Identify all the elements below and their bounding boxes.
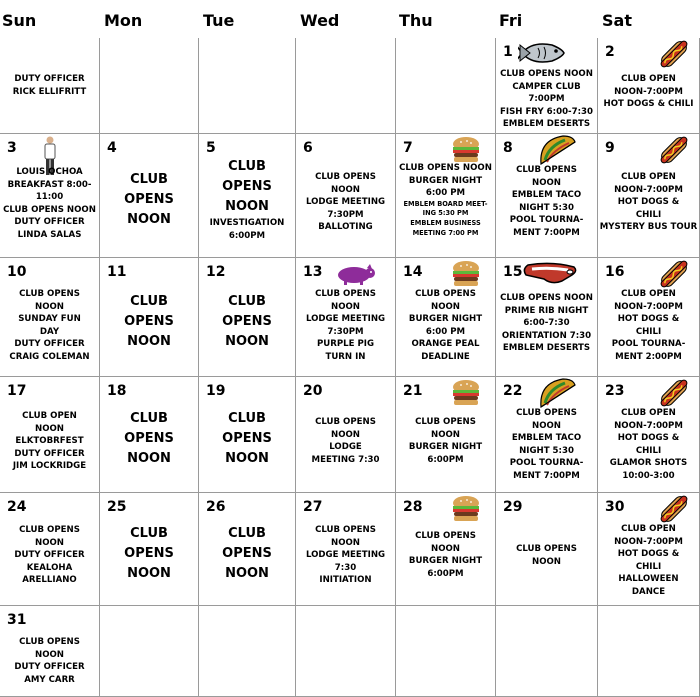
day-number: 15 bbox=[503, 264, 523, 280]
day-cell-empty bbox=[396, 38, 496, 134]
hotdog-icon bbox=[658, 134, 690, 170]
event-text: CLUB OPENS NOON bbox=[222, 294, 272, 349]
day-number: 14 bbox=[403, 264, 423, 280]
day-cell-empty bbox=[100, 38, 199, 134]
day-cell-10 bbox=[0, 258, 100, 377]
day-number: 5 bbox=[206, 140, 216, 156]
day-cell-28 bbox=[396, 493, 496, 606]
event-text: CLUB OPEN NOON-7:00PM HOT DOGS & CHILI MYSTERY BUS TOUR bbox=[599, 172, 698, 233]
day-cell-24 bbox=[0, 493, 100, 606]
day-cell-23 bbox=[598, 377, 700, 493]
day-number: 13 bbox=[303, 264, 323, 280]
day-cell-13 bbox=[296, 258, 396, 377]
steak-icon bbox=[522, 261, 580, 289]
day-cell-4 bbox=[100, 134, 199, 258]
day-cell-19 bbox=[199, 377, 296, 493]
calendar-grid bbox=[0, 38, 700, 697]
day-cell-empty bbox=[199, 38, 296, 134]
day-number: 8 bbox=[503, 140, 513, 156]
event-text: CLUB OPENS NOON DUTY OFFICER AMY CARR bbox=[14, 637, 85, 685]
day-number: 11 bbox=[107, 264, 127, 280]
event-text: LOUIS OCHOA BREAKFAST 8:00- 11:00 CLUB OPENS NOON DUTY OFFICER LINDA SALAS bbox=[3, 167, 96, 240]
day-number: 4 bbox=[107, 140, 117, 156]
day-number: 17 bbox=[7, 383, 27, 399]
weekday-header bbox=[0, 0, 700, 38]
day-cell-30 bbox=[598, 493, 700, 606]
event-text: CLUB OPENS NOON BURGER NIGHT 6:00PM bbox=[408, 417, 483, 465]
event-text: CLUB OPENS NOON DUTY OFFICER KEALOHA ARELLIANO bbox=[14, 525, 85, 586]
weekday-wed: Wed bbox=[300, 11, 340, 30]
day-cell-27 bbox=[296, 493, 396, 606]
hotdog-icon bbox=[658, 38, 690, 74]
day-cell-7 bbox=[396, 134, 496, 258]
day-cell-empty bbox=[296, 38, 396, 134]
day-cell-empty bbox=[598, 606, 700, 697]
day-number: 12 bbox=[206, 264, 226, 280]
event-text: CLUB OPENS NOON LODGE MEETING 7:30 INITIATION bbox=[305, 525, 386, 586]
day-number: 22 bbox=[503, 383, 523, 399]
day-cell-empty bbox=[496, 606, 598, 697]
event-text: CLUB OPENS NOON EMBLEM TACO NIGHT 5:30 POOL TOURNA- MENT 7:00PM bbox=[509, 165, 584, 238]
event-text: CLUB OPEN NOON-7:00PM HOT DOGS & CHILI bbox=[603, 74, 694, 110]
day-number: 26 bbox=[206, 499, 226, 515]
day-number: 23 bbox=[605, 383, 625, 399]
day-cell-29 bbox=[496, 493, 598, 606]
day-number: 3 bbox=[7, 140, 17, 156]
day-cell-14 bbox=[396, 258, 496, 377]
day-number: 30 bbox=[605, 499, 625, 515]
day-cell-31 bbox=[0, 606, 100, 697]
day-cell-25 bbox=[100, 493, 199, 606]
day-cell-16 bbox=[598, 258, 700, 377]
event-text: CLUB OPENS NOON bbox=[124, 526, 174, 581]
day-cell-empty bbox=[199, 606, 296, 697]
pig-icon bbox=[336, 263, 376, 289]
day-cell-empty bbox=[396, 606, 496, 697]
burger-icon bbox=[452, 496, 480, 526]
day-number: 25 bbox=[107, 499, 127, 515]
day-number: 2 bbox=[605, 44, 615, 60]
day-number: 18 bbox=[107, 383, 127, 399]
day-cell-empty bbox=[100, 606, 199, 697]
day-number: 1 bbox=[503, 44, 513, 60]
event-text: CLUB OPENS NOON EMBLEM TACO NIGHT 5:30 POOL TOURNA- MENT 7:00PM bbox=[509, 408, 584, 481]
day-cell-15 bbox=[496, 258, 598, 377]
day-cell-empty bbox=[296, 606, 396, 697]
day-number: 16 bbox=[605, 264, 625, 280]
event-text: CLUB OPENS NOON SUNDAY FUN DAY DUTY OFFICER CRAIG COLEMAN bbox=[9, 289, 90, 362]
day-cell-18 bbox=[100, 377, 199, 493]
day-number: 19 bbox=[206, 383, 226, 399]
event-text: CLUB OPENS NOON LODGE MEETING 7:30PM BALLOTING bbox=[305, 172, 386, 233]
event-text-small: EMBLEM BOARD MEET- ING 5:30 PM EMBLEM BUSINESS MEETING 7:00 PM bbox=[403, 199, 488, 237]
event-text: CLUB OPENS NOON LODGE MEETING 7:30 bbox=[311, 417, 380, 465]
day-number: 20 bbox=[303, 383, 323, 399]
day-number: 24 bbox=[7, 499, 27, 515]
weekday-sun: Sun bbox=[2, 11, 37, 30]
weekday-fri: Fri bbox=[499, 11, 523, 30]
day-cell-26 bbox=[199, 493, 296, 606]
event-text-extra: INVESTIGATION 6:00PM bbox=[209, 218, 285, 241]
event-text: CLUB OPENS NOON bbox=[222, 159, 272, 214]
fish-icon bbox=[518, 41, 568, 69]
event-text: CLUB OPENS NOON bbox=[516, 544, 577, 567]
event-text: CLUB OPENS NOON BURGER NIGHT 6:00PM bbox=[408, 531, 483, 579]
day-number: 21 bbox=[403, 383, 423, 399]
weekday-thu: Thu bbox=[399, 11, 433, 30]
day-cell-12 bbox=[199, 258, 296, 377]
event-text: CLUB OPENS NOON bbox=[124, 411, 174, 466]
day-cell-8 bbox=[496, 134, 598, 258]
event-text: CLUB OPEN NOON-7:00PM HOT DOGS & CHILI HALLOWEEN DANCE bbox=[614, 524, 683, 597]
day-cell-17 bbox=[0, 377, 100, 493]
event-text: CLUB OPENS NOON BURGER NIGHT 6:00 PM bbox=[399, 163, 492, 199]
event-text: CLUB OPENS NOON bbox=[222, 526, 272, 581]
day-cell-2 bbox=[598, 38, 700, 134]
event-text: CLUB OPEN NOON-7:00PM HOT DOGS & CHILI GLAMOR SHOTS 10:00-3:00 bbox=[609, 408, 688, 481]
event-text: CLUB OPENS NOON CAMPER CLUB 7:00PM FISH FRY 6:00-7:30 EMBLEM DESERTS bbox=[500, 69, 593, 130]
event-text: CLUB OPEN NOON ELKTOBRFEST DUTY OFFICER JIM LOCKRIDGE bbox=[12, 411, 87, 472]
event-text: CLUB OPENS NOON bbox=[124, 172, 174, 227]
day-cell-11 bbox=[100, 258, 199, 377]
day-number: 7 bbox=[403, 140, 413, 156]
event-text: CLUB OPENS NOON bbox=[222, 411, 272, 466]
weekday-mon: Mon bbox=[104, 11, 143, 30]
day-cell-empty bbox=[0, 38, 100, 134]
event-text: CLUB OPEN NOON-7:00PM HOT DOGS & CHILI POOL TOURNA- MENT 2:00PM bbox=[611, 289, 686, 362]
day-cell-9 bbox=[598, 134, 700, 258]
event-text: DUTY OFFICER RICK ELLIFRITT bbox=[12, 74, 87, 97]
event-text: CLUB OPENS NOON bbox=[124, 294, 174, 349]
day-number: 28 bbox=[403, 499, 423, 515]
day-number: 9 bbox=[605, 140, 615, 156]
burger-icon bbox=[452, 261, 480, 291]
event-text: CLUB OPENS NOON LODGE MEETING 7:30PM PURPLE PIG TURN IN bbox=[305, 289, 386, 362]
day-cell-3 bbox=[0, 134, 100, 258]
day-cell-1 bbox=[496, 38, 598, 134]
day-cell-21 bbox=[396, 377, 496, 493]
event-text: CLUB OPENS NOON BURGER NIGHT 6:00 PM ORANGE PEAL DEADLINE bbox=[408, 289, 483, 362]
day-number: 27 bbox=[303, 499, 323, 515]
weekday-tue: Tue bbox=[203, 11, 235, 30]
day-number: 29 bbox=[503, 499, 523, 515]
day-number: 31 bbox=[7, 612, 27, 628]
day-cell-6 bbox=[296, 134, 396, 258]
event-text: CLUB OPENS NOON PRIME RIB NIGHT 6:00-7:30 ORIENTATION 7:30 EMBLEM DESERTS bbox=[500, 293, 593, 354]
day-cell-5 bbox=[199, 134, 296, 258]
day-cell-20 bbox=[296, 377, 396, 493]
burger-icon bbox=[452, 380, 480, 410]
day-number: 6 bbox=[303, 140, 313, 156]
day-number: 10 bbox=[7, 264, 27, 280]
weekday-sat: Sat bbox=[602, 11, 632, 30]
day-cell-22 bbox=[496, 377, 598, 493]
